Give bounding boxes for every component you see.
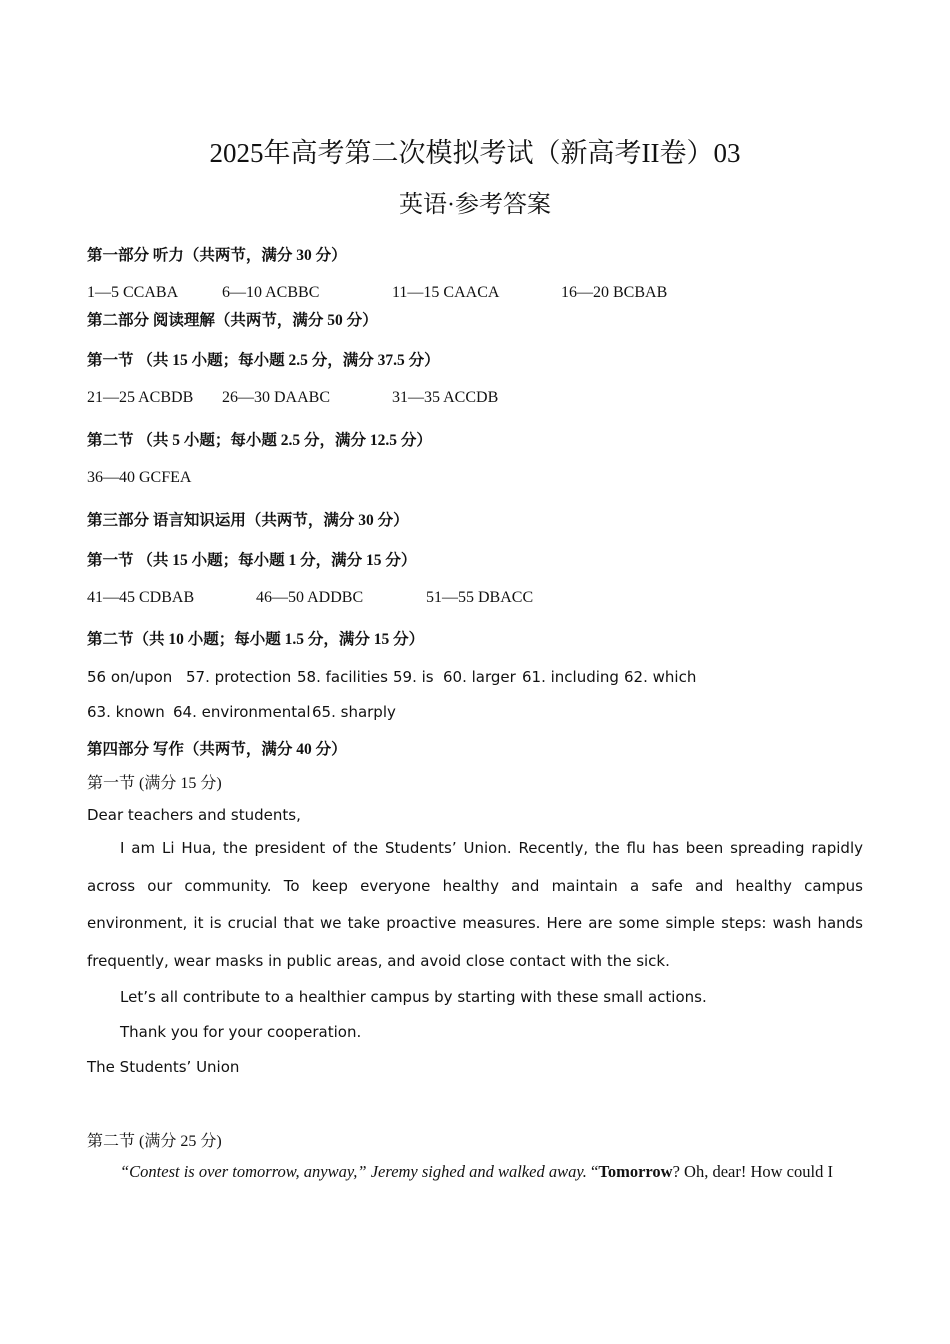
part3-section1-heading: 第一节 （共 15 小题；每小题 1 分，满分 15 分） xyxy=(87,552,417,569)
story-open-quote: “ xyxy=(586,1162,599,1181)
fill-answer: 57. protection xyxy=(186,668,292,686)
answer-group: 1—5 CCABA xyxy=(87,284,179,301)
fill-answer: 64. environmental xyxy=(173,703,311,721)
fill-answer: 62. which xyxy=(624,668,697,686)
fill-answer: 61. including xyxy=(522,668,619,686)
story-narration: Jeremy sighed and walked away. xyxy=(366,1162,587,1181)
letter-signature: The Students’ Union xyxy=(87,1058,240,1076)
fill-answer: 58. facilities xyxy=(297,668,388,686)
fill-answer: 65. sharply xyxy=(312,703,396,721)
fill-answer: 63. known xyxy=(87,703,165,721)
part3-heading: 第三部分 语言知识运用（共两节，满分 30 分） xyxy=(87,512,409,529)
story-quote: “Contest is over tomorrow, anyway,” xyxy=(120,1162,367,1181)
answer-group: 11—15 CAACA xyxy=(392,284,500,301)
letter-greeting: Dear teachers and students, xyxy=(87,806,301,824)
fill-answer: 56 on/upon xyxy=(87,668,173,686)
letter-paragraph: I am Li Hua, the president of the Students’ Union. Recently, the flu has been spreading rapidly across our community. To keep everyone healthy and maintain a safe and healthy campus environment, it is crucial that we take proactive measures. Here are some simple steps: wash hands frequently, wear masks in public areas, and avoid close contact with the sick. xyxy=(87,839,863,970)
part2-section1-heading: 第一节 （共 15 小题；每小题 2.5 分，满分 37.5 分） xyxy=(87,352,440,369)
answer-group: 21—25 ACBDB xyxy=(87,389,194,406)
letter-closing: Thank you for your cooperation. xyxy=(120,1023,362,1041)
answer-group: 6—10 ACBBC xyxy=(222,284,320,301)
fill-answer: 60. larger xyxy=(443,668,516,686)
answer-group: 41—45 CDBAB xyxy=(87,589,195,606)
answer-group: 51—55 DBACC xyxy=(426,589,534,606)
story-rest: ? Oh, dear! How could I xyxy=(672,1162,833,1181)
letter-paragraph: Let’s all contribute to a healthier campus by starting with these small actions. xyxy=(120,988,707,1006)
part4-section1-heading: 第一节 (满分 15 分) xyxy=(87,775,222,792)
story-bold-word: Tomorrow xyxy=(598,1162,673,1181)
answer-group: 26—30 DAABC xyxy=(222,389,331,406)
page-title: 2025年高考第二次模拟考试（新高考II卷）03 xyxy=(209,138,741,168)
answer-group: 46—50 ADDBC xyxy=(256,589,364,606)
story-opening-line xyxy=(120,1162,833,1182)
answer-group: 36—40 GCFEA xyxy=(87,469,192,486)
part4-heading: 第四部分 写作（共两节，满分 40 分） xyxy=(87,741,347,758)
part2-heading: 第二部分 阅读理解（共两节，满分 50 分） xyxy=(87,312,378,329)
part2-section2-heading: 第二节 （共 5 小题；每小题 2.5 分，满分 12.5 分） xyxy=(87,432,432,449)
part4-section2-heading: 第二节 (满分 25 分) xyxy=(87,1133,222,1150)
page-subtitle: 英语·参考答案 xyxy=(399,192,551,218)
answer-group: 16—20 BCBAB xyxy=(561,284,668,301)
part1-heading: 第一部分 听力（共两节，满分 30 分） xyxy=(87,247,347,264)
answer-group: 31—35 ACCDB xyxy=(392,389,499,406)
fill-answer: 59. is xyxy=(393,668,434,686)
part3-section2-heading: 第二节（共 10 小题；每小题 1.5 分，满分 15 分） xyxy=(87,631,425,648)
